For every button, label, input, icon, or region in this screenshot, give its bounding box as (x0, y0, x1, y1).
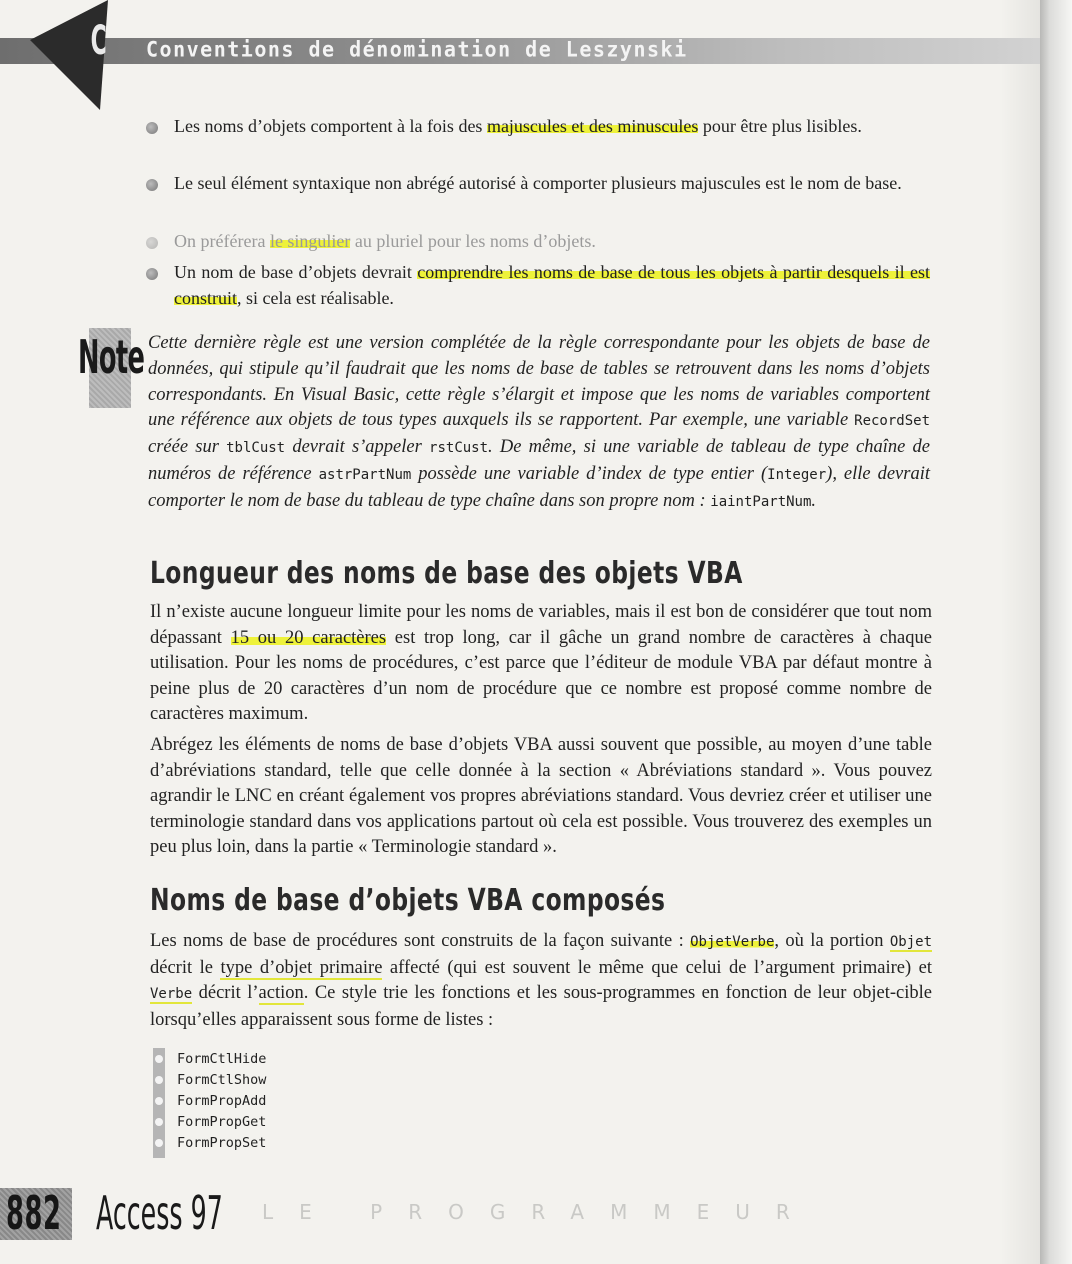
code-astrpartnum: astrPartNum (318, 466, 412, 483)
bullet-icon (146, 122, 158, 134)
code-recordset: RecordSet (854, 413, 930, 430)
code-iaintpartnum: iaintPartNum (710, 493, 812, 510)
list-bullet-icon (155, 1055, 163, 1063)
underlined-text: type d’objet primaire (220, 957, 383, 978)
gutter-shadow (1000, 0, 1040, 1264)
bullet-item (174, 228, 930, 254)
code-tblcust: tblCust (226, 440, 286, 457)
running-header-title: Conventions de dénomination de Leszynski (146, 36, 688, 62)
bullet-icon (146, 237, 158, 249)
code-verbe: Verbe (150, 986, 193, 1002)
highlighted-text: majuscules et des minuscules (486, 116, 699, 136)
bullet-text: Les noms d’objets comportent à la fois des (174, 116, 487, 136)
chapter-letter: C (90, 18, 107, 64)
section-heading: Longueur des noms de base des objets VBA (150, 556, 743, 591)
code-list-item: FormPropSet (177, 1135, 267, 1151)
page-edge (1040, 0, 1072, 1264)
code-list-item: FormPropAdd (177, 1093, 267, 1109)
page-number: 882 (6, 1186, 62, 1240)
code-rstcust: rstCust (429, 440, 489, 457)
bullet-text: au pluriel pour les noms d’objets. (350, 231, 596, 251)
list-bullet-icon (155, 1076, 163, 1084)
bullet-item (174, 259, 930, 311)
paragraph: Il n’existe aucune longueur limite pour les noms de variables, mais il est bon de considérer que tout nom dépassant 15 ou 20 caractères est trop long, car il gâche un grand nombre de caractères à chaque utilisation. Pour les noms de procédures, c’est parce que l’éditeur de module VBA par défaut montre à peine plus de 20 caractères d’un nom de procédure que ce nombre est proposé comme nombre de caractères maximum. (150, 602, 932, 724)
note-label: Note (78, 330, 145, 384)
bullet-text: pour être plus lisibles. (698, 116, 862, 136)
bullet-text: , si cela est réalisable. (237, 288, 394, 308)
bullet-icon (146, 179, 158, 191)
underlined-text: action (258, 983, 304, 1003)
bullet-icon (146, 268, 158, 280)
code-list-item: FormPropGet (177, 1114, 267, 1130)
bullet-text: Un nom de base d’objets devrait (174, 262, 418, 282)
code-objet: Objet (889, 934, 933, 950)
paragraph: Abrégez les éléments de noms de base d’objets VBA aussi souvent que possible, au moyen d’une table d’abréviations standard, telle que celle donnée à la section « Abréviations standard ». Vous pouvez agrandir le LNC en créant également vos propres abréviations standard. Vous devriez créer et utiliser une terminologie standard dans vos applications partout où cela est possible. Vous trouverez des exemples un peu plus loin, dans la partie « Terminologie standard ». (150, 735, 932, 857)
highlighted-text: 15 ou 20 caractères (230, 627, 387, 648)
code-list-item: FormCtlShow (177, 1072, 267, 1088)
code-objetverbe: ObjetVerbe (690, 934, 775, 950)
bullet-text: On préférera (174, 231, 270, 251)
section-heading: Noms de base d’objets VBA composés (150, 883, 666, 918)
bullet-item (174, 170, 930, 196)
bullet-item (174, 113, 930, 139)
list-bullet-icon (155, 1097, 163, 1105)
code-list-item: FormCtlHide (177, 1051, 267, 1067)
list-bullet-icon (155, 1139, 163, 1147)
note-text: Cette dernière règle est une version complétée de la règle correspondante pour les objets de base de données, qui stipule qu’il faudrait que les noms de base de tables se retrouvent dans les noms d’objets correspondants. En Visual Basic, cette règle s’élargit et impose que les noms de variables comportent une référence aux objets de tous types auxquels ils se rapportent. Par exemple, une variable RecordSet créée sur tblCust devrait s’appeler rstCust. De même, si une variable de tableau de type chaîne de numéros de référence astrPartNum possède une variable d’index de type entier (Integer), elle devrait comporter le nom de base du tableau de type chaîne dans son propre nom : iaintPartNum. (148, 333, 931, 511)
chapter-tab-triangle (30, 0, 140, 110)
book-subtitle: LE PROGRAMMEUR (262, 1200, 816, 1224)
highlighted-text: comprendre les noms de base de tous les objets à partir desquels il est construit (174, 262, 931, 308)
list-bullet-icon (155, 1118, 163, 1126)
bullet-text: Le seul élément syntaxique non abrégé autorisé à comporter plusieurs majuscules est le nom de base. (174, 173, 902, 193)
paragraph: Les noms de base de procédures sont construits de la façon suivante : ObjetVerbe, où la portion Objet décrit le type d’objet primaire affecté (qui est souvent le même que celui de l’argument primaire) et Verbe décrit l’action. Ce style trie les fonctions et les sous-programmes en fonction de leur objet-cible lorsqu’elles apparaissent sous forme de listes : (150, 931, 933, 1030)
highlighted-text: le singulier (269, 231, 351, 251)
code-integer: Integer (767, 466, 827, 483)
book-title: Access 97 (96, 1186, 223, 1240)
